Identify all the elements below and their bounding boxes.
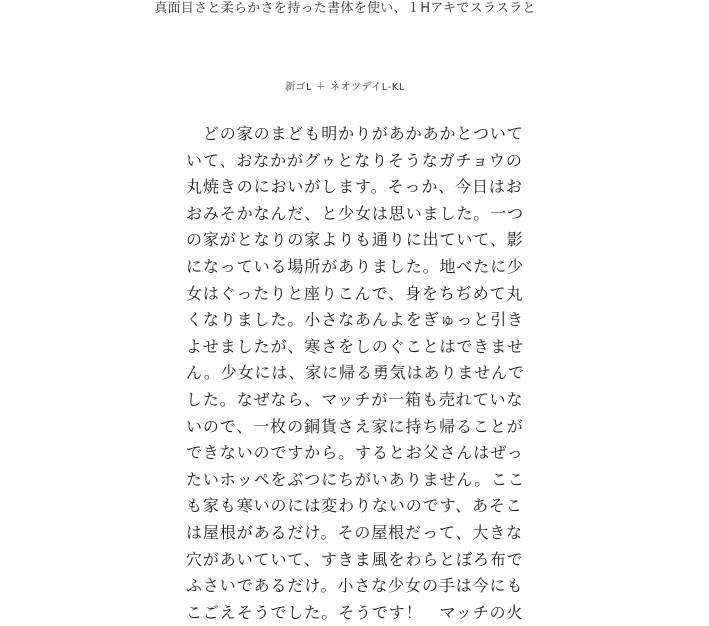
text-line: の家がとなりの家よりも通りに出ていて、影 <box>186 230 524 250</box>
text-line: は屋根があるだけ。その屋根だって、大きな <box>186 522 524 542</box>
text-line: たいホッペをぶつにちがいありません。ここ <box>186 469 525 489</box>
text-line: できないのですから。するとお父さんはぜっ <box>186 443 524 463</box>
text-line: ふさいであるだけ。小さな少女の手は今にも <box>186 576 524 596</box>
text-line: 穴があいていて、すきま風をわらとぼろ布で <box>186 549 524 569</box>
text-line: よせましたが、寒さをしのぐことはできませ <box>186 336 525 356</box>
text-line: も家も寒いのには変わりないのです、あそこ <box>186 496 523 516</box>
text-line: いので、一枚の銅貨さえ家に持ち帰ることが <box>186 416 524 436</box>
text-line: 丸焼きのにおいがします。そっか、今日はお <box>186 177 523 197</box>
text-line: こごえそうでした。そうです！ マッチの火 <box>186 602 524 622</box>
text-line: した。なぜなら、マッチが一箱も売れていな <box>186 389 524 409</box>
top-caption: 真面目さと柔らかさを持った書体を使い、１Hアキでスラスラと <box>154 1 536 16</box>
text-line: おみそかなんだ、と少女は思いました。一つ <box>186 203 525 223</box>
text-line: いて、おなかがグゥとなりそうなガチョウの <box>186 150 523 170</box>
text-line: になっている場所がありました。地べたに少 <box>186 256 525 276</box>
sample-text-block <box>186 121 525 626</box>
text-line: ん。少女には、家に帰る勇気はありませんで <box>186 363 525 383</box>
text-line: どの家のまども明かりがあかあかとついて <box>186 124 524 143</box>
text-line: 女はぐったりと座りこんで、身をちぢめて丸 <box>186 283 524 303</box>
text-line: くなりました。小さなあんよをぎゅっと引き <box>186 310 525 330</box>
font-combination-label: 新ゴL ＋ ネオツデイL-KL <box>285 82 405 93</box>
